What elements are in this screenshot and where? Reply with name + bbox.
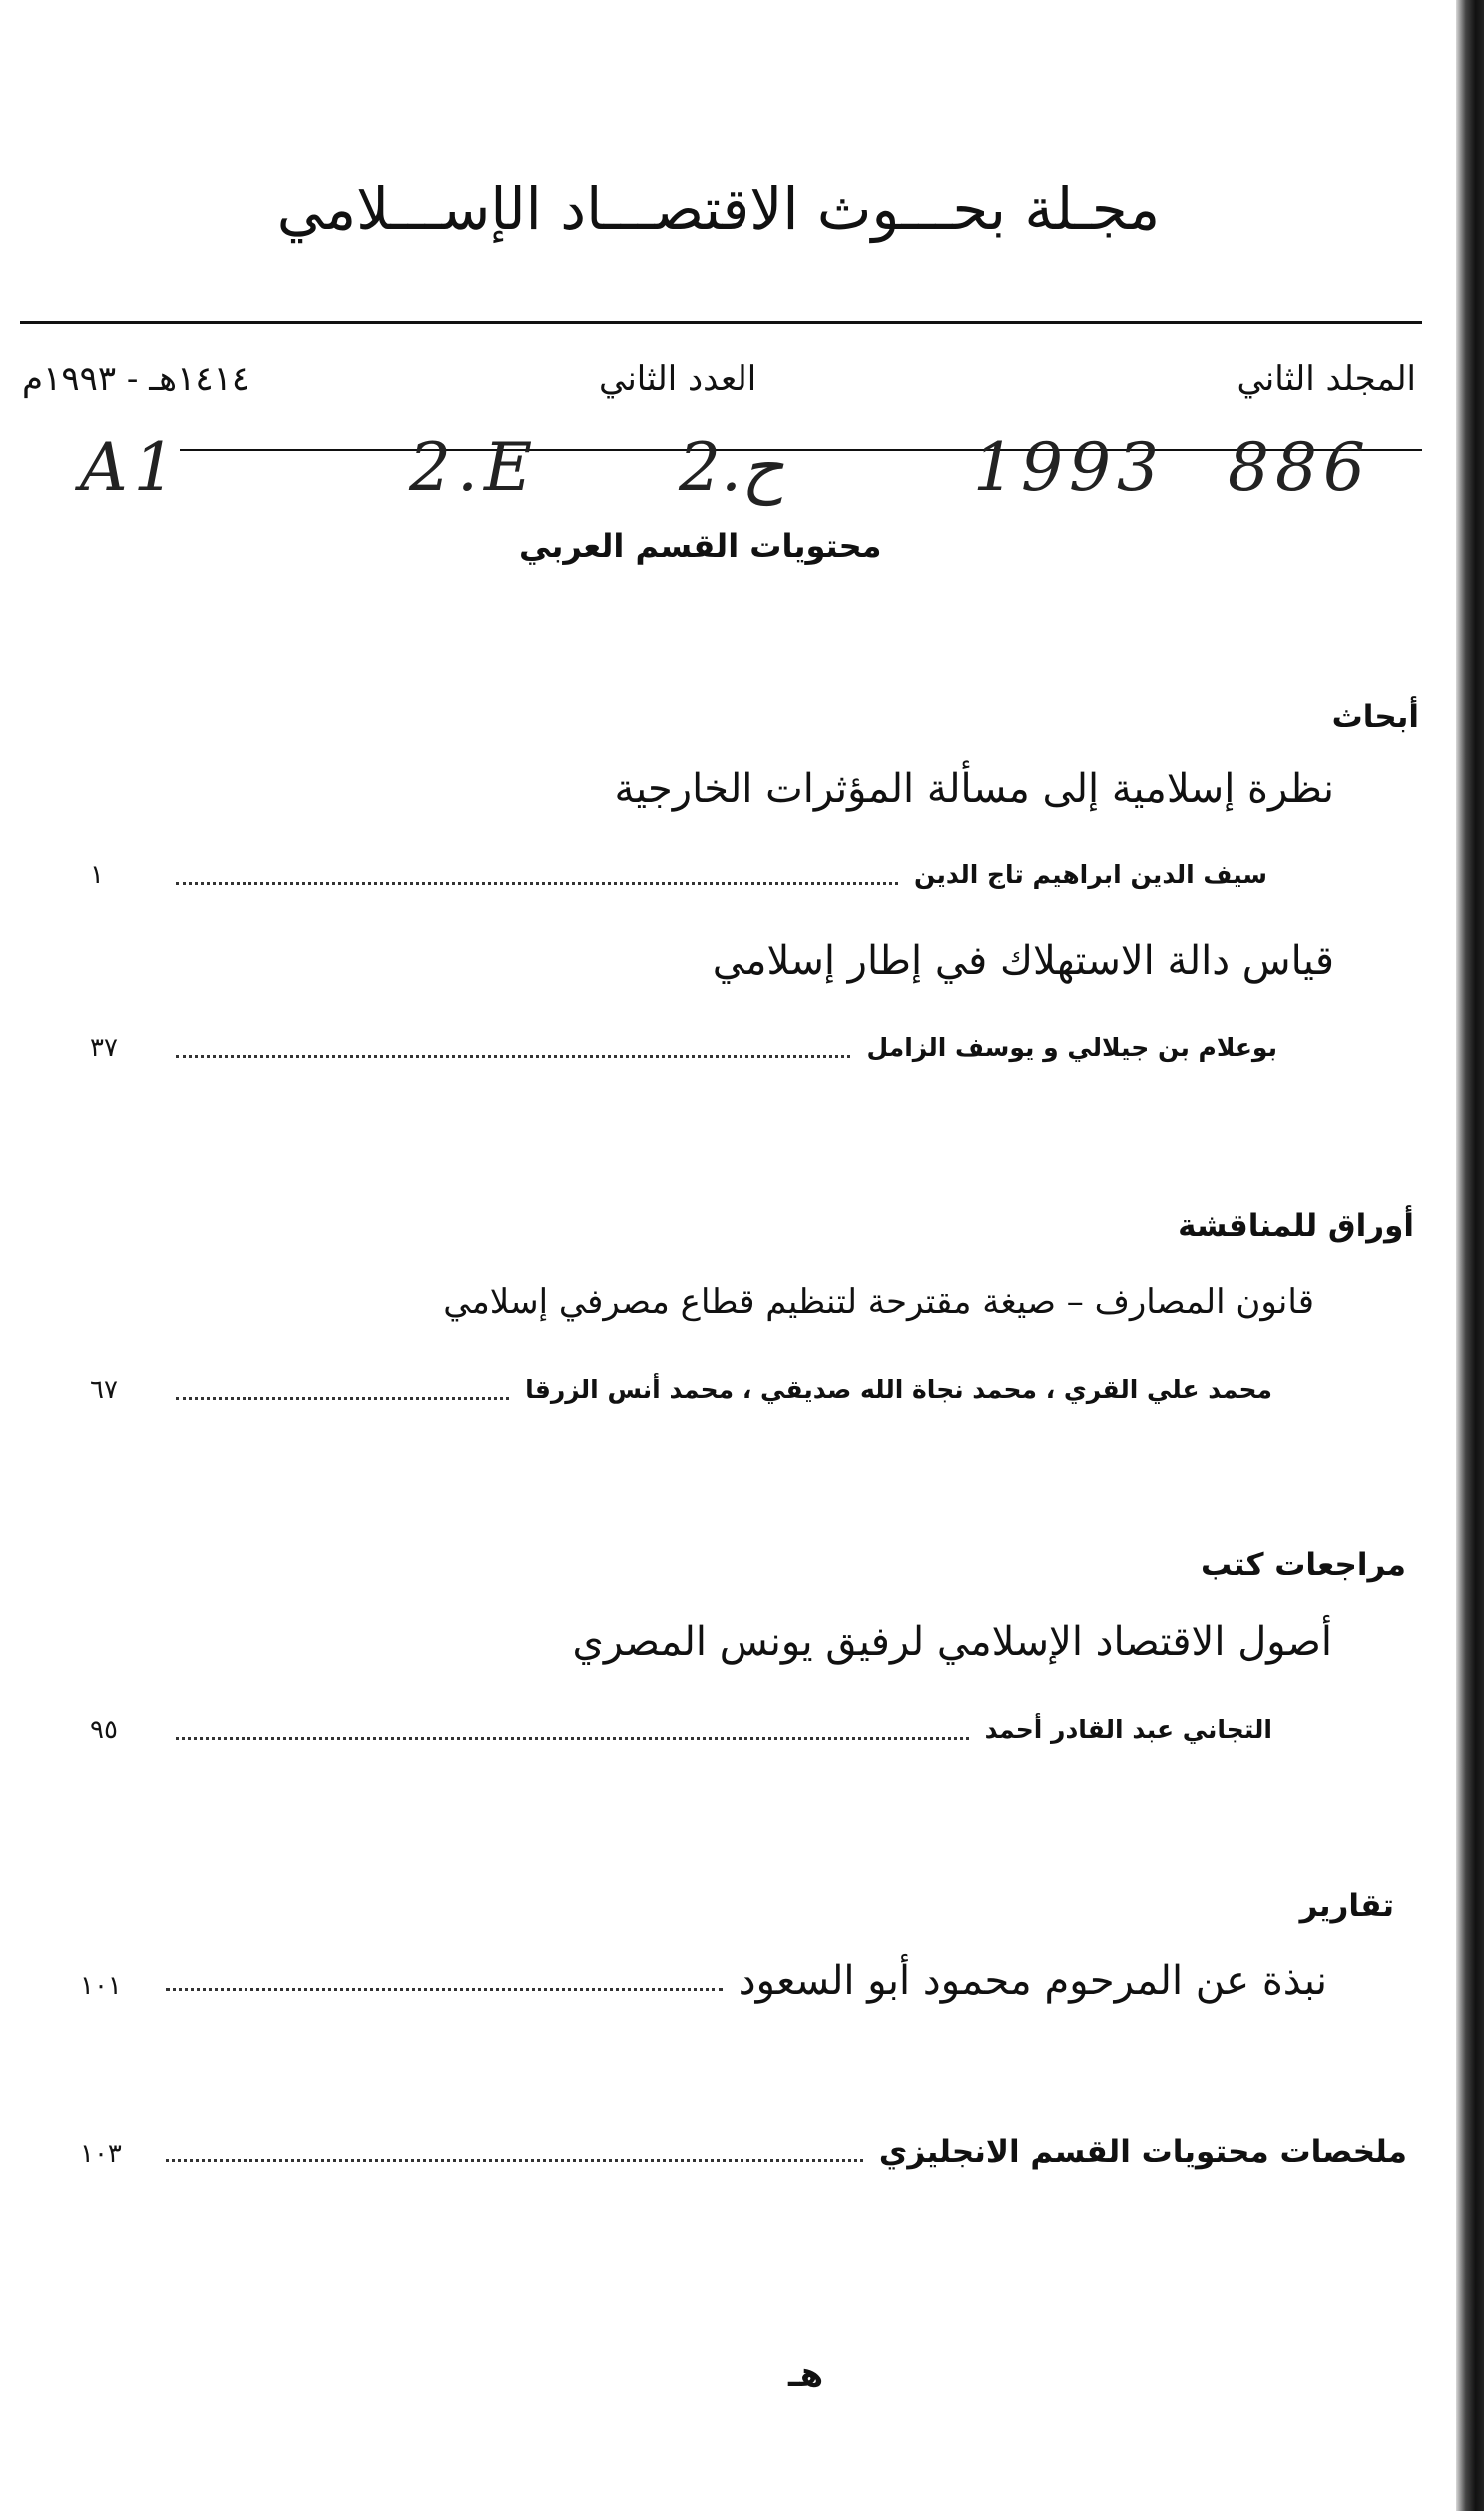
section-title: أبحاث <box>1331 699 1419 735</box>
article-title: قانون المصارف – صيغة مقترحة لتنظيم قطاع مصرفي إسلامي <box>443 1282 1314 1322</box>
handwritten-note: 886 <box>1228 429 1371 506</box>
page-number: ١٠٣ <box>80 2139 122 2169</box>
volume-label: المجلد الثاني <box>1237 359 1416 399</box>
handwritten-note: 2.ح <box>679 429 784 506</box>
leader-dots <box>166 1988 723 1991</box>
top-rule <box>20 321 1422 324</box>
toc-entry[interactable] <box>90 1375 1272 1405</box>
entry-title: نبذة عن المرحوم محمود أبو السعود <box>738 1958 1327 2004</box>
contents-heading: محتويات القسم العربي <box>519 527 882 565</box>
toc-entry[interactable] <box>90 1033 1277 1063</box>
handwritten-note: 2.E <box>409 429 539 506</box>
journal-title: مجـلة بحـــوث الاقتصـــاد الإســـلامي <box>276 175 1161 243</box>
leader-dots <box>166 2159 863 2162</box>
section-title: مراجعات كتب <box>1200 1547 1406 1583</box>
article-title: نظرة إسلامية إلى مسألة المؤثرات الخارجية <box>614 766 1334 812</box>
leader-dots <box>176 882 898 885</box>
toc-entry[interactable] <box>90 860 1267 890</box>
page-marker: هـ <box>788 2355 824 2395</box>
page-number: ٣٧ <box>90 1033 118 1063</box>
summaries-title: ملخصات محتويات القسم الانجليزي <box>878 2134 1407 2170</box>
leader-dots <box>176 1737 969 1740</box>
handwritten-note: A1 <box>80 429 182 506</box>
leader-dots <box>176 1397 509 1400</box>
page-number: ٩٥ <box>90 1715 118 1745</box>
article-author: محمد علي القري ، محمد نجاة الله صديقي ، محمد أنس الزرقا <box>525 1375 1272 1404</box>
section-title: تقارير <box>1299 1888 1394 1924</box>
page-number: ١ <box>90 860 104 890</box>
article-author: سيف الدين ابراهيم تاج الدين <box>914 860 1267 889</box>
section-title: أوراق للمناقشة <box>1178 1208 1414 1244</box>
article-title: قياس دالة الاستهلاك في إطار إسلامي <box>712 938 1334 984</box>
leader-dots <box>176 1055 850 1058</box>
page-number: ١٠١ <box>80 1971 122 2001</box>
toc-entry[interactable] <box>90 1715 1272 1745</box>
page-number: ٦٧ <box>90 1375 118 1405</box>
toc-entry[interactable] <box>80 2134 1407 2170</box>
article-author: بوعلام بن جيلالي و يوسف الزامل <box>866 1033 1277 1062</box>
article-title: أصول الاقتصاد الإسلامي لرفيق يونس المصري <box>572 1619 1332 1665</box>
article-author: التجاني عبد القادر أحمد <box>984 1715 1272 1744</box>
handwritten-note: 1993 <box>973 429 1165 506</box>
issue-label: العدد الثاني <box>599 359 757 399</box>
date-label: ١٤١٤هـ - ١٩٩٣م <box>22 359 250 399</box>
toc-entry[interactable] <box>80 1958 1327 2004</box>
scan-edge <box>1456 0 1484 2511</box>
